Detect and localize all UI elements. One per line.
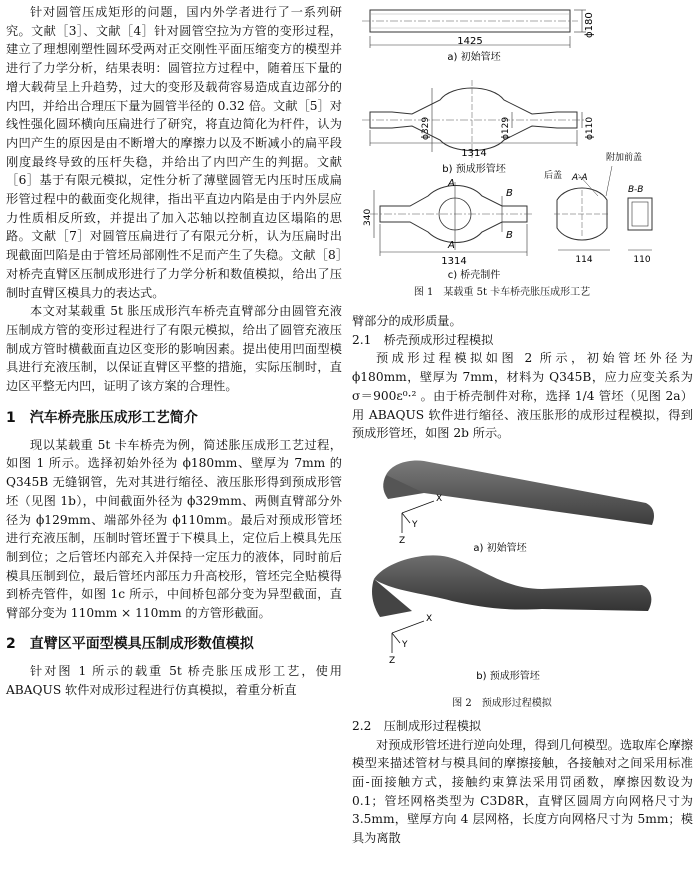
section-heading-2: 2 直臂区平面型模具压制成形数值模拟 <box>6 635 254 652</box>
paragraph-preform-sim: 预成形过程模拟如图 2 所示，初始管坯外径为 ϕ180mm，壁厚为 7mm，材料为 Q345B，应力应变关系为 σ＝900ε⁰·² 。由于桥壳制件对称，选择 1/4 管坯（见图 2a）用 ABAQUS 软件进行缩径、液压胀形的成形过程模拟，得到预成形管坯，如图 2b 所示。 <box>352 351 693 441</box>
figure-1-caption: 图 1 某载重 5t 卡车桥壳胀压成形工艺 <box>413 287 591 298</box>
fig2b-axis-z: Z <box>389 655 396 666</box>
section-heading-1: 1 汽车桥壳胀压成形工艺简介 <box>6 409 198 426</box>
paragraph-this-paper: 本文对某载重 5t 胀压成形汽车桥壳直臂部分由圆管充液压制成方管的变形过程进行了有限元模拟，给出了圆管充液压制成方管时横截面直边区变形的影响因素。提出使用凹面型模具进行充液压制，以保证直臂区平整的措施，实际压制时，直边区平整无内凹，证明了该方案的合理性。 <box>6 304 342 394</box>
fig1c-section-BB-label: B-B <box>628 185 644 195</box>
fig1c-section-AA-label: A-A <box>572 173 588 183</box>
fig1c-rear-cover-label: 后盖 <box>544 171 563 181</box>
fig1a-caption: a) 初始管坯 <box>447 52 501 63</box>
fig2b-preformed-blank <box>374 555 651 611</box>
fig2b-axis-x: X <box>426 613 433 624</box>
subsection-heading-2-2: 2.2 压制成形过程模拟 <box>352 718 482 733</box>
paragraph-literature-review: 针对圆管压成矩形的问题，国内外学者进行了一系列研究。文献［3］、文献［4］针对圆管空拉为方管的变形过程，建立了理想刚塑性圆环受两对正交刚性平面压缩变方的模型并进行了力学分析，结果表明：圆管拉方过程中，随着压下量的增大载荷呈上升趋势，过大的变形及载荷容易造成直边部分的内凹，并给出合理压下量为圆管半径的 0.32 倍。文献［5］对线性强化圆环横向压扁进行了研究，将直边简化为杆件，认为内凹产生的原因是由不断增大的摩擦力以及不断减小的扁平段刚度最终导致的压杆失稳，并给出了内凹产生的判据。文献［6］基于有限元模拟，定性分析了薄壁圆管无内压时压成扁形管过程中的截面变化规律，指出平直边内陷是由于内外层应力性质相反所致，并提出了加入芯轴以控制直边区塌陷的思路。文献［7］对圆管压扁进行了有限元分析，认为压扁时出现截面凹陷是由于管坯局部刚性不足而产生了失稳。文献［8］对桥壳直臂区压制成形进行了力学分析和数值模拟，给出了压制时直臂区模具力的表达式。 <box>6 5 342 300</box>
paragraph-process-intro: 现以某载重 5t 卡车桥壳为例，简述胀压成形工艺过程，如图 1 所示。选择初始外径为 ϕ180mm、壁厚为 7mm 的 Q345B 无缝钢管，先对其进行缩径、液压胀形得到预成形管坯（见图 1b），中间截面外径为 ϕ329mm、两侧直臂部分外径为 ϕ129mm、端部外径为 ϕ110mm。最后对预成形管坯进行充液压制，压制时管坯置于下模具上，定位后上模具先压制到位；之后管坯内部充入并保持一定压力的液体，同时前后模具压制到位，最后管坯内部压力升高校形，管坯完全贴模得到桥壳管件，如图 1c 所示，中间桥包部分变为异型截面，直臂部分变为 110mm × 110mm 的方管形截面。 <box>6 437 342 621</box>
subsection-heading-2-1: 2.1 桥壳预成形过程模拟 <box>352 332 494 347</box>
fig2a-axis-z: Z <box>399 535 406 546</box>
figure-2 <box>352 451 693 717</box>
fig2a-caption: a) 初始管坯 <box>473 542 527 554</box>
fig1a-length-label: 1425 <box>457 36 483 47</box>
fig1c-caption: c) 桥壳制件 <box>447 270 501 281</box>
fig2b-axes <box>392 621 424 653</box>
fig1c-w110-label: 110 <box>633 255 651 265</box>
fig1a-diameter-label: ϕ180 <box>584 12 595 38</box>
paragraph-pressing-sim: 对预成形管坯进行逆向处理，得到几何模型。选取库仑摩擦模型来描述管材与模具间的摩擦接触，各接触对之间采用标准面-面接触方式，接触约束算法采用罚函数，摩擦因数设为 0.1；管坯网格类型为 C3D8R，直臂区圆周方向网格尺寸为 3.5mm，壁厚方向 4 层网格，长度方向网格尺寸为 5mm；模具为离散 <box>352 737 693 846</box>
fig1c-part <box>370 166 652 256</box>
fig2a-axis-x: X <box>436 493 443 504</box>
fig1c-length-label: 1314 <box>441 256 467 267</box>
figure-1 <box>352 0 693 300</box>
fig1c-label-A-bottom: A <box>448 240 455 251</box>
fig1b-caption: b) 预成形管坯 <box>442 164 506 175</box>
left-column <box>6 0 342 699</box>
fig1c-label-B-top: B <box>506 188 513 199</box>
fig2b-axis-y: Y <box>402 639 408 650</box>
fig1c-label-A-top: A <box>448 178 455 189</box>
fig2a-quarter-tube <box>386 460 654 524</box>
paragraph-simulation-intro: 针对图 1 所示的载重 5t 桥壳胀压成形工艺，使用 ABAQUS 软件对成形过程进行仿真模拟，着重分析直 <box>6 663 342 697</box>
paragraph-continued: 臂部分的成形质量。 <box>352 314 462 328</box>
fig1b-d329-label: ϕ329 <box>421 116 431 140</box>
fig1c-label-B-bottom: B <box>506 230 513 241</box>
figure-2-caption: 图 2 预成形过程模拟 <box>452 697 552 709</box>
fig1b-length-label: 1314 <box>461 148 487 159</box>
fig1c-front-cover-label: 附加前盖 <box>606 153 643 163</box>
fig1b-d110-label: ϕ110 <box>585 116 595 140</box>
fig2a-axis-y: Y <box>412 519 418 530</box>
right-column <box>352 0 693 848</box>
fig2b-caption: b) 预成形管坯 <box>476 670 540 682</box>
figure-2-drawing <box>352 451 693 695</box>
fig1c-height-label: 340 <box>363 208 373 226</box>
fig1b-d129-label: ϕ129 <box>501 116 511 140</box>
fig1c-w114-label: 114 <box>575 255 593 265</box>
figure-1-drawing <box>352 0 693 290</box>
fig2a-axes <box>402 501 434 533</box>
